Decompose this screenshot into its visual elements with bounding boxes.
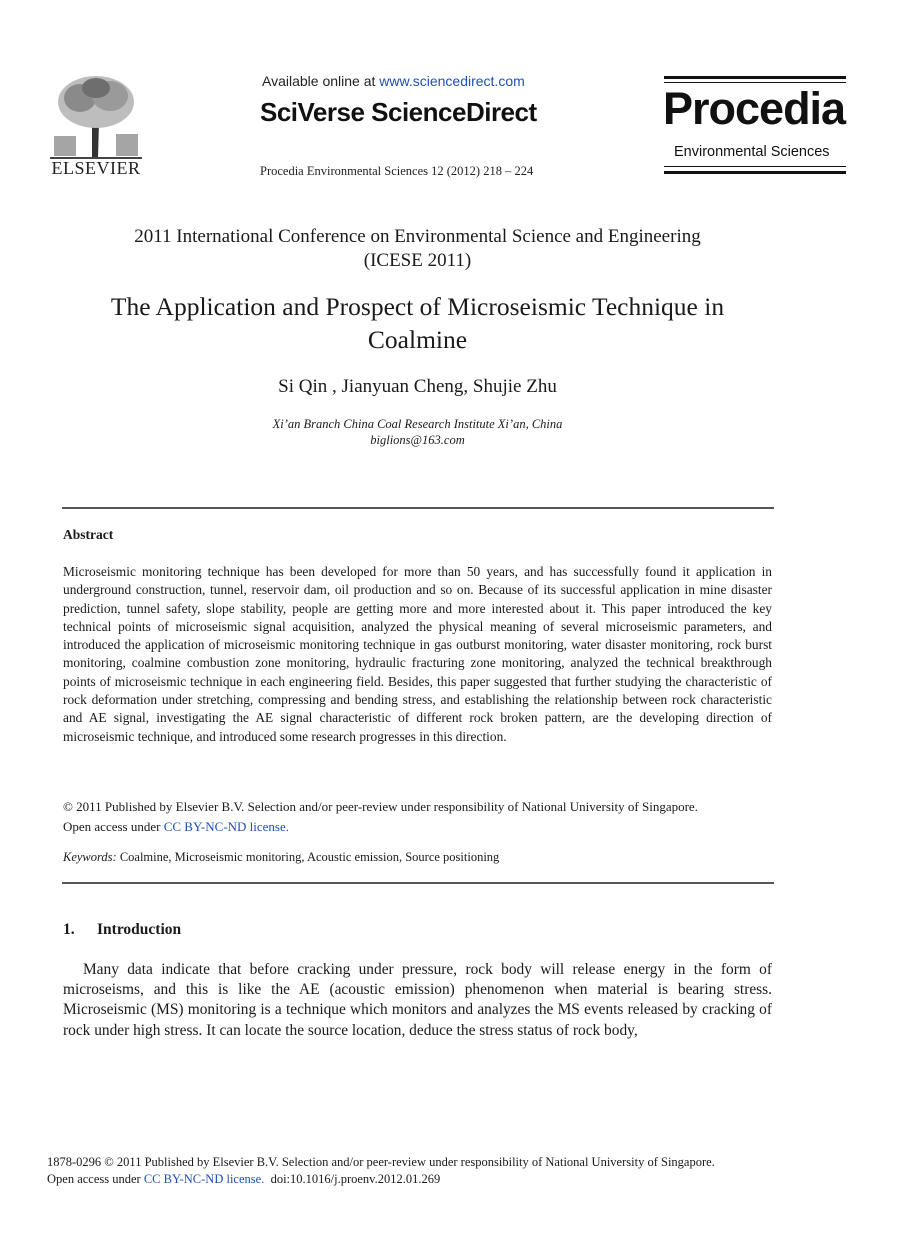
keywords-list: Coalmine, Microseismic monitoring, Acoustic emission, Source positioning	[116, 850, 500, 864]
introduction-paragraph: Many data indicate that before cracking under pressure, rock body will release energy in the form of microseisms, and this is like the AE (acoustic emission) phenomenon when material is bearing stress. Microseismic (MS) monitoring is a technique which monitors and analyzes the MS events released by cracking of rock under high stress. It can locate the source location, deduce the stress status of rock body,	[63, 961, 772, 1039]
procedia-bottom-rule	[664, 171, 846, 174]
available-prefix: Available online at	[262, 73, 380, 89]
author-email: biglions@163.com	[370, 433, 465, 447]
abstract-text: Microseismic monitoring technique has been developed for more than 50 years, and has successfully found it application in underground construction, tunnel, reservoir dam, oil production and so on. Because of its successful application in mine disaster prediction, tunnel safety, slope stability, people are getting more and more interested about it. This paper introduced the key technical points of microseismic signal acquisition, analyzed the physical meaning of several microseismic parameters, and introduced the application of microseismic monitoring technique in gas outburst monitoring, water disaster monitoring, rock burst monitoring, coalmine combustion zone monitoring, hydraulic fracturing zone monitoring, analyzed the technical breakthrough points of microseismic technique in each engineering field. Besides, this paper suggested that further studying the characteristic of rock deformation under stretching, compressing and bending stress, and establishing the relationship between rock characteristic and AE signal, investigating the AE signal characteristic of different rock broken pattern, are the developing direction of microseismic technique, and introduced some research progresses in this direction.	[63, 564, 772, 744]
footer-open-access-prefix: Open access under	[47, 1172, 144, 1186]
procedia-bottom-rule-thin	[664, 166, 846, 167]
procedia-top-rule	[664, 76, 846, 79]
title-line-1: The Application and Prospect of Microseismic Technique in	[110, 292, 725, 321]
conference-line-2: (ICESE 2011)	[363, 250, 472, 271]
abstract-heading: Abstract	[63, 527, 114, 542]
open-access-line	[63, 817, 783, 837]
copyright-line: © 2011 Published by Elsevier B.V. Selection and/or peer-review under responsibility of National University of Singapore.	[63, 799, 698, 814]
title-line-2: Coalmine	[367, 325, 468, 354]
keywords-label: Keywords:	[63, 850, 117, 864]
paper-title	[0, 290, 835, 356]
abstract-bottom-rule	[62, 882, 774, 884]
footer-doi: doi:10.1016/j.proenv.2012.01.269	[264, 1172, 441, 1186]
procedia-logo: Procedia	[663, 83, 846, 134]
license-link[interactable]: CC BY-NC-ND license.	[163, 819, 290, 834]
keywords	[63, 850, 499, 865]
journal-citation: Procedia Environmental Sciences 12 (2012) 218 – 224	[260, 164, 534, 178]
sciverse-logo: SciVerse ScienceDirect	[260, 97, 537, 127]
open-access-prefix: Open access under	[63, 819, 164, 834]
elsevier-wordmark: ELSEVIER	[51, 158, 141, 178]
footer-copyright: 1878-0296 © 2011 Published by Elsevier B.V. Selection and/or peer-review under responsibility of National University of Singapore.	[47, 1155, 715, 1169]
authors: Si Qin , Jianyuan Cheng, Shujie Zhu	[278, 376, 557, 397]
section-number: 1.	[63, 921, 75, 938]
tree-icon	[50, 74, 142, 160]
page-footer	[47, 1154, 807, 1188]
affiliation: Xi’an Branch China Coal Research Institute Xi’an, China	[272, 417, 563, 431]
conference-line-1: 2011 International Conference on Environmental Science and Engineering	[134, 226, 701, 247]
section-heading-introduction	[63, 921, 181, 939]
footer-license-link[interactable]: CC BY-NC-ND license.	[143, 1172, 265, 1186]
copyright-block	[63, 797, 783, 837]
sciencedirect-link[interactable]: www.sciencedirect.com	[379, 73, 525, 89]
footer-license-line	[47, 1171, 807, 1188]
affiliation-block	[0, 416, 835, 448]
conference-name	[0, 225, 835, 273]
abstract-top-rule	[62, 507, 774, 509]
procedia-subtitle: Environmental Sciences	[674, 144, 830, 160]
section-title: Introduction	[97, 921, 182, 938]
available-online	[262, 73, 525, 89]
